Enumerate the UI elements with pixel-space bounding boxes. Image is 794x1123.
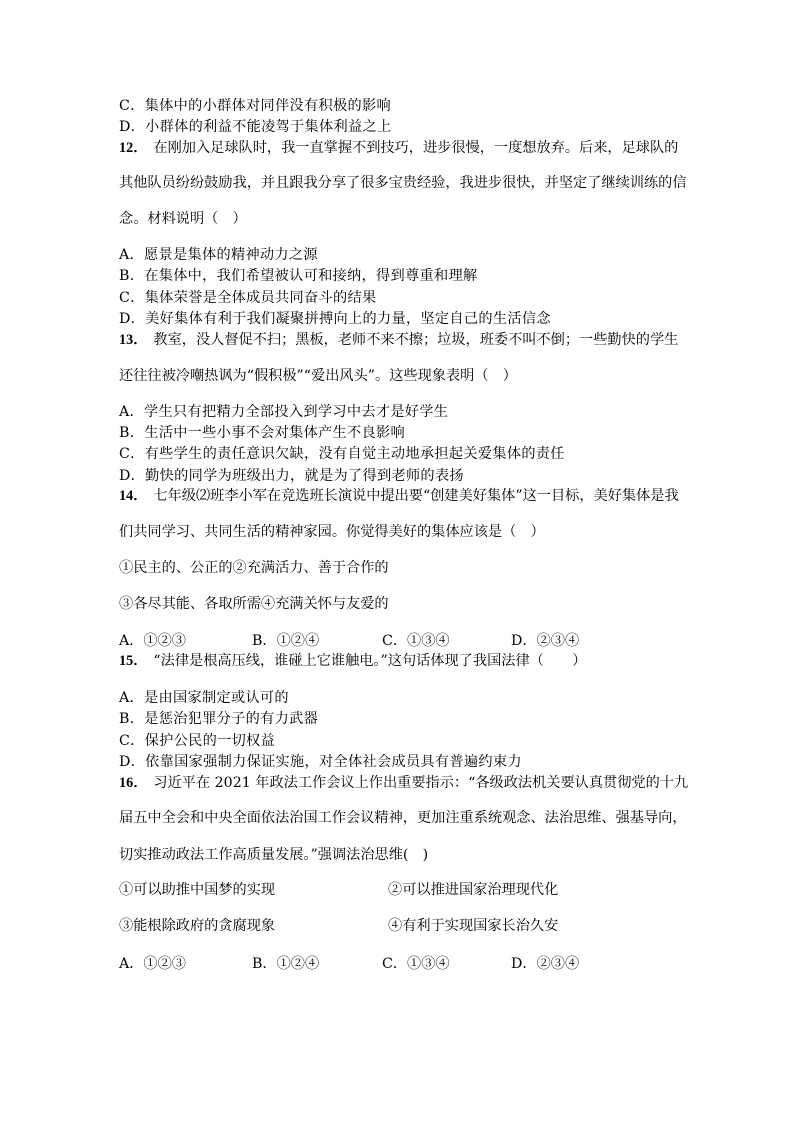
q13-stem-line2: 还往往被冷嘲热讽为“假积极”“爱出风头”。这些现象表明（ ） [119,368,517,384]
q15-text-line1: “法律是根高压线，谁碰上它谁触电。”这句话体现了我国法律（ ） [153,653,587,669]
q16-choice-a: A．①②③ [119,956,186,972]
q14-choice-b: B．①②④ [252,633,320,649]
q12-option-c: C．集体荣誉是全体成员共同奋斗的结果 [119,290,377,306]
q13-number: 13． [119,332,148,348]
q16-item-3: ③能根除政府的贪腐现象 [119,918,276,934]
q14-number: 14． [119,488,148,504]
q12-number: 12． [119,140,148,156]
q14-items-line1: ①民主的、公正的②充满活力、善于合作的 [119,560,389,576]
q11-option-c: C．集体中的小群体对同伴没有积极的影响 [119,98,391,114]
q14-choice-a: A．①②③ [119,633,186,649]
q15-option-d: D．依靠国家强制力保证实施，对全体社会成员具有普遍约束力 [119,754,522,770]
q14-choice-d: D．②③④ [511,633,580,649]
q16-text-line1: 习近平在 2021 年政法工作会议上作出重要指示：“各级政法机关要认真贯彻党的十九 [153,775,689,791]
q16-number: 16． [119,775,148,791]
q13-text-line1: 教室，没人督促不扫；黑板，老师不来不擦；垃圾，班委不叫不倒；一些勤快的学生 [153,332,679,348]
q12-option-a: A．愿景是集体的精神动力之源 [119,247,318,263]
q14-stem-line1 [119,486,679,506]
q13-stem-line1 [119,330,678,350]
q14-items-line2: ③各尽其能、各取所需④充满关怀与友爱的 [119,596,389,612]
q16-item-1: ①可以助推中国梦的实现 [119,882,276,898]
q12-stem-line2: 其他队员纷纷鼓励我，并且跟我分享了很多宝贵经验，我进步很快，并坚定了继续训练的信 [119,175,687,191]
q15-option-b: B．是惩治犯罪分子的有力武器 [119,711,319,727]
q16-stem-line1 [119,773,688,793]
q12-option-d: D．美好集体有利于我们凝聚拼搏向上的力量，坚定自己的生活信念 [119,311,551,327]
q15-option-c: C．保护公民的一切权益 [119,733,276,749]
q13-option-b: B．生活中一些小事不会对集体产生不良影响 [119,425,405,441]
q12-stem-line3: 念。材料说明（ ） [119,211,247,227]
q15-number: 15． [119,653,148,669]
q12-option-b: B．在集体中，我们希望被认可和接纳，得到尊重和理解 [119,268,478,284]
q16-choice-d: D．②③④ [511,956,580,972]
q11-option-d: D．小群体的利益不能凌驾于集体利益之上 [119,119,392,135]
q15-option-a: A．是由国家制定或认可的 [119,690,289,706]
q13-option-c: C．有些学生的责任意识欠缺，没有自觉主动地承担起关爱集体的责任 [119,446,565,462]
q14-text-line1: 七年级⑵班李小军在竞选班长演说中提出要“创建美好集体”这一目标，美好集体是我 [153,488,679,504]
q16-item-4: ④有利于实现国家长治久安 [388,918,559,934]
q12-text-line1: 在刚加入足球队时，我一直掌握不到技巧，进步很慢，一度想放弃。后来，足球队的 [153,140,679,156]
q15-stem-line1 [119,651,586,671]
q13-option-a: A．学生只有把精力全部投入到学习中去才是好学生 [119,404,449,420]
q14-stem-line2: 们共同学习、共同生活的精神家园。你觉得美好的集体应该是（ ） [119,524,545,540]
q16-item-2: ②可以推进国家治理现代化 [388,882,559,898]
q16-choice-b: B．①②④ [252,956,320,972]
q16-stem-line3: 切实推动政法工作高质量发展。”强调法治思维( ) [119,847,429,863]
q12-stem-line1 [119,138,678,158]
q16-stem-line2: 届五中全会和中央全面依法治国工作会议精神，更加注重系统观念、法治思维、强基导向， [119,810,687,826]
q13-option-d: D．勤快的同学为班级出力，就是为了得到老师的表扬 [119,468,464,484]
q14-choice-c: C．①③④ [382,633,450,649]
q16-choice-c: C．①③④ [382,956,450,972]
